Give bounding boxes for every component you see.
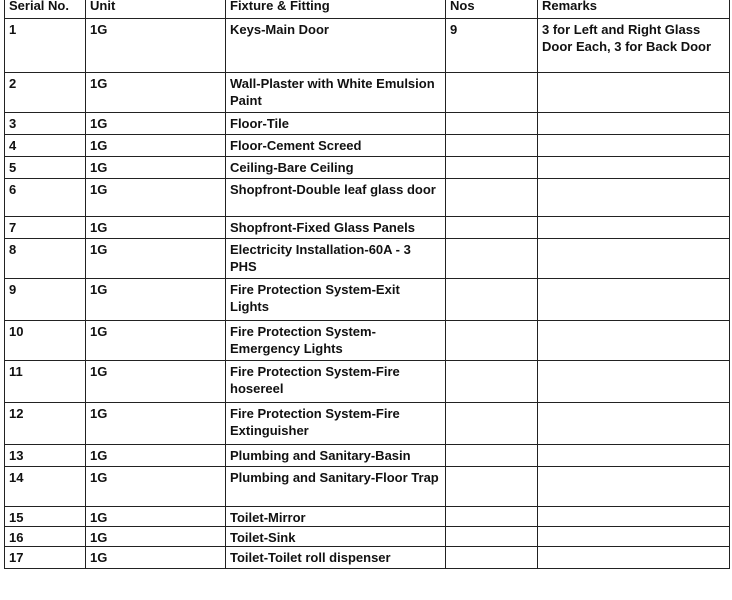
table-row: [5, 217, 730, 239]
header-serial-no: Serial No.: [5, 0, 86, 19]
cell-unit: 1G: [86, 19, 226, 73]
cell-remarks: [538, 527, 730, 547]
cell-remarks: 3 for Left and Right Glass Door Each, 3 for Back Door: [538, 19, 730, 73]
cell-nos: [446, 547, 538, 569]
cell-fixture: Plumbing and Sanitary-Basin: [226, 445, 446, 467]
table-row: [5, 135, 730, 157]
cell-fixture: Fire Protection System-Fire Extinguisher: [226, 403, 446, 445]
cell-unit: 1G: [86, 403, 226, 445]
cell-nos: [446, 135, 538, 157]
cell-remarks: [538, 217, 730, 239]
cell-nos: [446, 279, 538, 321]
cell-unit: 1G: [86, 179, 226, 217]
cell-serial: 17: [5, 547, 86, 569]
cell-fixture: Ceiling-Bare Ceiling: [226, 157, 446, 179]
cell-nos: [446, 113, 538, 135]
cell-fixture: Fire Protection System-Emergency Lights: [226, 321, 446, 361]
cell-fixture: Fire Protection System-Fire hosereel: [226, 361, 446, 403]
cell-fixture: Wall-Plaster with White Emulsion Paint: [226, 73, 446, 113]
header-remarks: Remarks: [538, 0, 730, 19]
cell-remarks: [538, 179, 730, 217]
cell-remarks: [538, 113, 730, 135]
fixture-table: [4, 0, 730, 569]
table-row: [5, 113, 730, 135]
cell-nos: [446, 239, 538, 279]
cell-fixture: Toilet-Toilet roll dispenser: [226, 547, 446, 569]
cell-fixture: Floor-Tile: [226, 113, 446, 135]
table-row: [5, 467, 730, 507]
cell-remarks: [538, 467, 730, 507]
cell-unit: 1G: [86, 467, 226, 507]
cell-remarks: [538, 321, 730, 361]
cell-nos: [446, 403, 538, 445]
cell-serial: 4: [5, 135, 86, 157]
cell-fixture: Shopfront-Fixed Glass Panels: [226, 217, 446, 239]
table-row: [5, 527, 730, 547]
cell-unit: 1G: [86, 547, 226, 569]
cell-fixture: Floor-Cement Screed: [226, 135, 446, 157]
cell-nos: [446, 527, 538, 547]
cell-fixture: Toilet-Mirror: [226, 507, 446, 527]
table-row: [5, 361, 730, 403]
cell-serial: 3: [5, 113, 86, 135]
cell-nos: [446, 157, 538, 179]
cell-serial: 11: [5, 361, 86, 403]
cell-serial: 9: [5, 279, 86, 321]
cell-nos: [446, 507, 538, 527]
table-row: [5, 73, 730, 113]
table-header-row: [5, 0, 730, 19]
cell-remarks: [538, 239, 730, 279]
cell-remarks: [538, 547, 730, 569]
cell-remarks: [538, 279, 730, 321]
cell-serial: 1: [5, 19, 86, 73]
cell-serial: 13: [5, 445, 86, 467]
cell-remarks: [538, 403, 730, 445]
cell-nos: 9: [446, 19, 538, 73]
cell-unit: 1G: [86, 217, 226, 239]
cell-serial: 2: [5, 73, 86, 113]
cell-serial: 12: [5, 403, 86, 445]
cell-unit: 1G: [86, 527, 226, 547]
cell-unit: 1G: [86, 321, 226, 361]
cell-fixture: Electricity Installation-60A - 3 PHS: [226, 239, 446, 279]
cell-remarks: [538, 73, 730, 113]
cell-nos: [446, 73, 538, 113]
cell-nos: [446, 445, 538, 467]
table-body: [5, 19, 730, 569]
table-row: [5, 547, 730, 569]
table-row: [5, 279, 730, 321]
cell-unit: 1G: [86, 135, 226, 157]
header-nos: Nos: [446, 0, 538, 19]
cell-fixture: Fire Protection System-Exit Lights: [226, 279, 446, 321]
cell-serial: 6: [5, 179, 86, 217]
cell-unit: 1G: [86, 113, 226, 135]
cell-unit: 1G: [86, 239, 226, 279]
cell-nos: [446, 217, 538, 239]
table-row: [5, 445, 730, 467]
cell-remarks: [538, 157, 730, 179]
cell-remarks: [538, 445, 730, 467]
cell-serial: 8: [5, 239, 86, 279]
table-row: [5, 19, 730, 73]
table-row: [5, 321, 730, 361]
table-row: [5, 403, 730, 445]
table-row: [5, 507, 730, 527]
table-row: [5, 179, 730, 217]
cell-fixture: Toilet-Sink: [226, 527, 446, 547]
cell-serial: 15: [5, 507, 86, 527]
cell-nos: [446, 179, 538, 217]
cell-unit: 1G: [86, 361, 226, 403]
cell-serial: 14: [5, 467, 86, 507]
cell-nos: [446, 321, 538, 361]
cell-serial: 16: [5, 527, 86, 547]
cell-fixture: Plumbing and Sanitary-Floor Trap: [226, 467, 446, 507]
cell-fixture: Shopfront-Double leaf glass door: [226, 179, 446, 217]
cell-fixture: Keys-Main Door: [226, 19, 446, 73]
header-fixture-fitting: Fixture & Fitting: [226, 0, 446, 19]
cell-serial: 7: [5, 217, 86, 239]
cell-unit: 1G: [86, 73, 226, 113]
cell-remarks: [538, 135, 730, 157]
table-row: [5, 239, 730, 279]
cell-nos: [446, 361, 538, 403]
cell-unit: 1G: [86, 157, 226, 179]
cell-unit: 1G: [86, 445, 226, 467]
cell-serial: 10: [5, 321, 86, 361]
cell-unit: 1G: [86, 507, 226, 527]
cell-remarks: [538, 507, 730, 527]
cell-nos: [446, 467, 538, 507]
cell-serial: 5: [5, 157, 86, 179]
header-unit: Unit: [86, 0, 226, 19]
table-row: [5, 157, 730, 179]
cell-remarks: [538, 361, 730, 403]
cell-unit: 1G: [86, 279, 226, 321]
